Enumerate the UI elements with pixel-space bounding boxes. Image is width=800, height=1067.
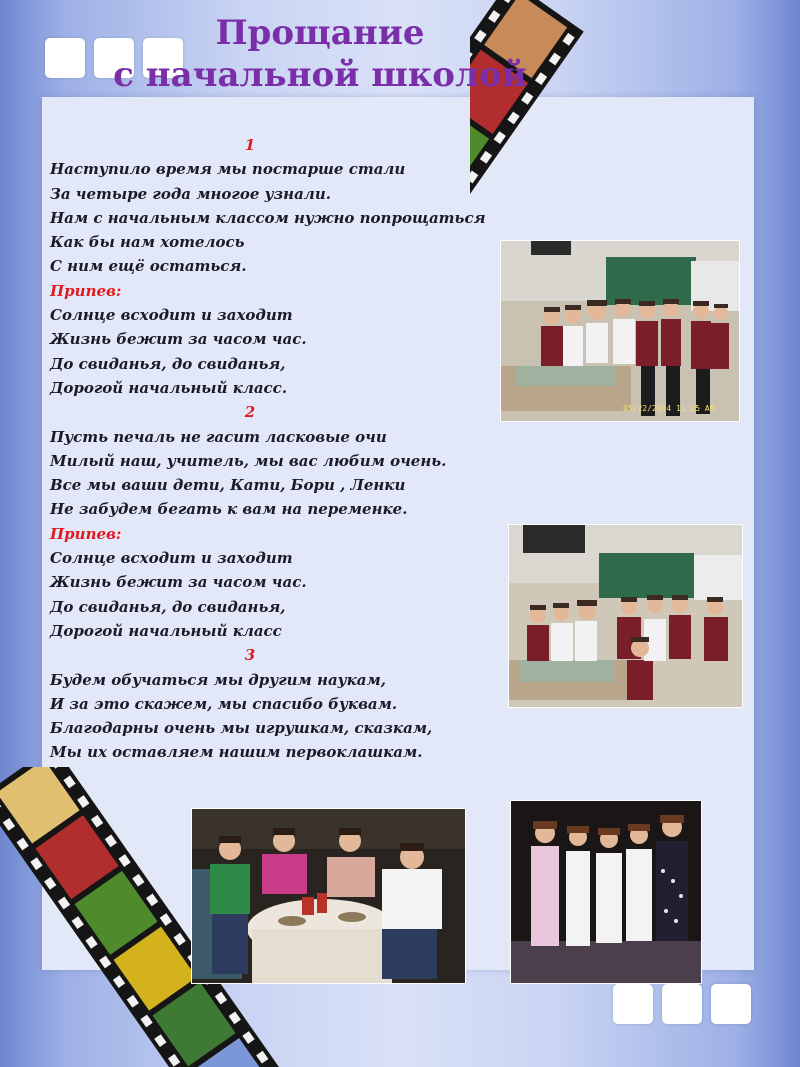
lyric-line: Как бы нам хотелось <box>50 233 245 252</box>
verse-number: 2 <box>244 403 256 422</box>
class-photo-2 <box>508 524 743 708</box>
lyric-line: Жизнь бежит за часом час. <box>50 573 307 592</box>
page-title <box>80 12 560 96</box>
decor-square <box>662 984 702 1024</box>
lyric-line: За четыре года многое узнали. <box>50 184 331 203</box>
lyric-line: До свиданья, до свиданья, <box>50 354 286 373</box>
song-lyrics <box>50 133 510 765</box>
chorus-label: Припев: <box>50 524 122 543</box>
title-line-1: Прощание <box>215 13 425 53</box>
photo-timestamp: 05/22/2014 11:25 AM <box>623 404 715 413</box>
lyric-line: Пусть печаль не гасит ласковые очи <box>50 427 387 446</box>
lyric-line: Солнце всходит и заходит <box>50 306 293 325</box>
chorus-label: Припев: <box>50 281 122 300</box>
verse-number: 3 <box>244 646 256 665</box>
lyric-line: Будем обучаться мы другим наукам, <box>50 670 386 689</box>
class-photo-1 <box>500 240 740 422</box>
lyric-line: Благодарны очень мы игрушкам, сказкам, <box>50 719 433 738</box>
lyric-line: Нам с начальным классом нужно попрощаться <box>50 208 486 227</box>
celebration-photo <box>191 808 466 984</box>
lyric-line: Дорогой начальный класс. <box>50 378 288 397</box>
lyric-line: Жизнь бежит за часом час. <box>50 330 307 349</box>
decor-square <box>711 984 751 1024</box>
decor-square <box>45 38 85 78</box>
lyric-line: Наступило время мы постарше стали <box>50 160 406 179</box>
decor-square <box>613 984 653 1024</box>
lyric-line: Солнце всходит и заходит <box>50 549 293 568</box>
lyric-line: Все мы ваши дети, Кати, Бори , Ленки <box>50 476 406 495</box>
verse-number: 1 <box>244 136 256 154</box>
lyric-line: Милый наш, учитель, мы вас любим очень. <box>50 451 447 470</box>
lyric-line: До свиданья, до свиданья, <box>50 597 286 616</box>
lyric-line: Не забудем бегать к вам на переменке. <box>50 500 408 519</box>
stage-photo <box>510 800 702 984</box>
lyric-line: С ним ещё остаться. <box>50 257 247 276</box>
lyric-line: И за это скажем, мы спасибо буквам. <box>50 694 398 713</box>
lyric-line: Дорогой начальный класс <box>50 621 282 640</box>
lyric-line: Мы их оставляем нашим первоклашкам. <box>50 743 423 762</box>
title-line-2: с начальной школой <box>113 55 527 95</box>
